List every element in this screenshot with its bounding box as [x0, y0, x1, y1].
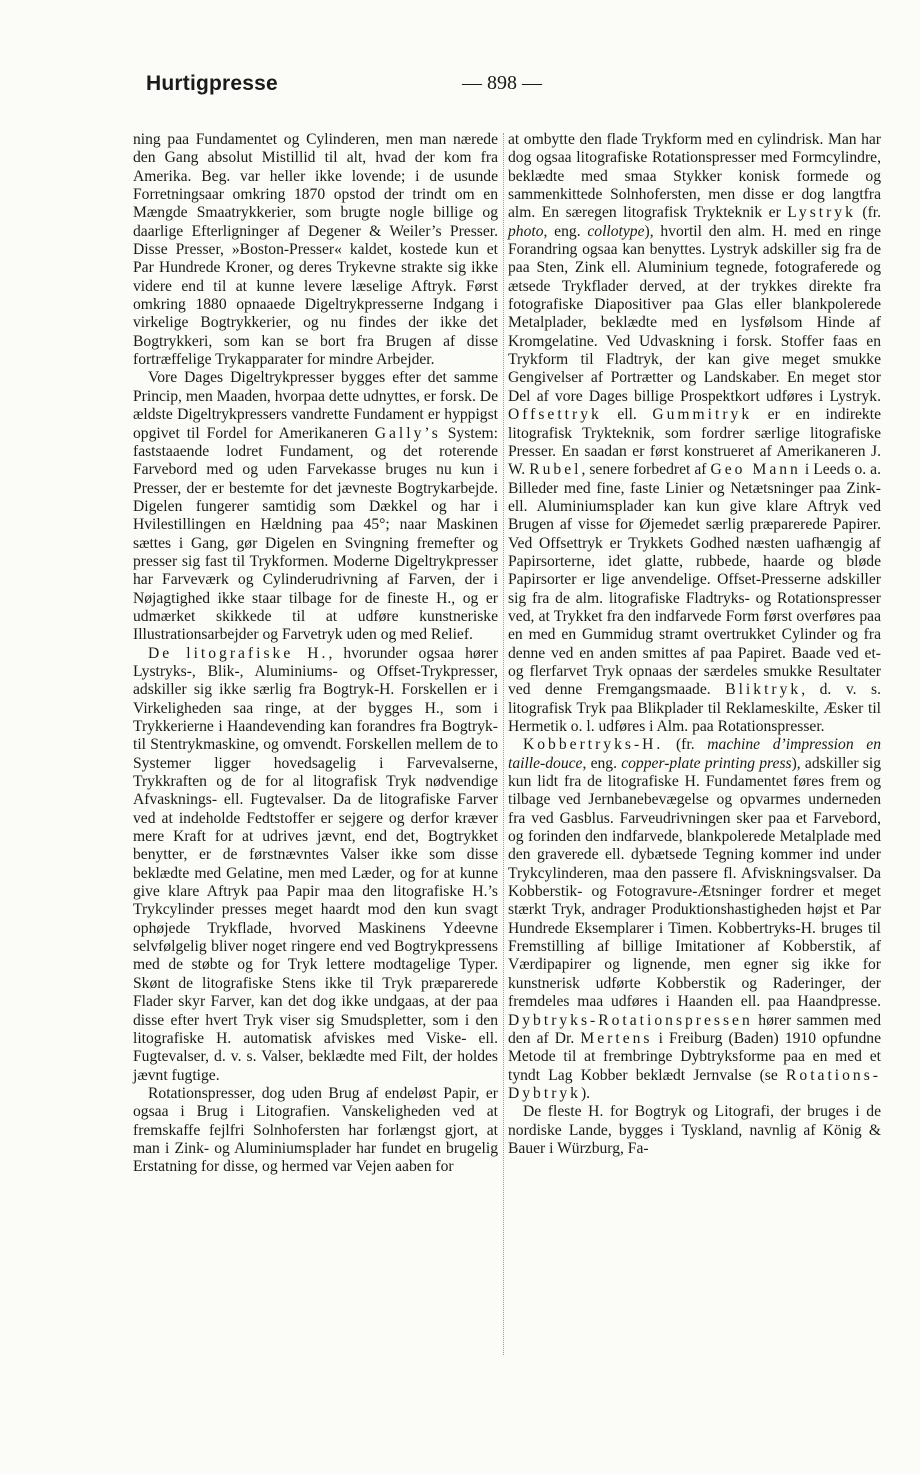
paragraph: [508, 736, 881, 1103]
spaced-term: Gummitryk: [652, 406, 753, 424]
spaced-term: De litografiske H.: [148, 644, 329, 662]
text-run: , eng.: [582, 754, 622, 772]
text-run: En særegen litografisk Trykteknik er: [535, 204, 788, 222]
spaced-name: Mertens: [580, 1029, 653, 1047]
text-run: ), adskiller sig kun lidt fra de litografiske H. Fundamentet føres frem og tilbage ved Jernbanebevægelse og opvarmes underneden fra ved Gasblus. Farveudrivningen sker paa et Farvebord, og forinden den indfarvede, blankpolerede Metalplade med den graverede ell. dybætsede Tegning kommer ind under Trykcylinderen, maa den passere fl. Afviskningsvalser. Da Kobberstik- og Fotogravure-Ætsninger fordrer et meget stærkt Tryk, andrager Produktionshastigheden højst et Par Hundrede Eksemplarer i Timen. Kobbertryks-H. bruges til Fremstilling af billige Imitationer af Kobberstik, af Værdipapirer og lignende, men egner sig ikke for kunstnerisk udførte Kobberstik og Raderinger, der fremdeles maa udføres i Haanden ell. paa Haandpresse.: [508, 754, 882, 1011]
page-header: [0, 70, 920, 104]
spaced-term: Bliktryk: [725, 681, 802, 699]
spaced-term: Rotations-Dybtryk: [508, 1066, 881, 1102]
text-run: , hvorunder ogsaa hører Lystryks-, Blik-, Aluminiums- og Offset-Trykpresser, adskiller sig ikke særlig fra Bogtryk-H. Forskellen er i Virkeligheden saa ringe, at der bygges H., som i Trykkerierne i Haandevending kan forandres fra Bogtryk- til Stentrykmaskine, og omvendt. Forskellen mellem de to Systemer ligger hovedsagelig i Farvevalserne, Trykkraften og de for al litografisk Tryk nødvendige Afvasknings- ell. Fugtevalser. Da de litografiske Farver ved at indeholde Fedtstoffer er sejgere og derfor kræver mere Kraft for at udrives jævnt, end det, Bogtrykket benytter, er de førstnævntes Valser ikke som disse beklædte med Gelatine, men med Læder, og for at kunne give klare Aftryk paa Papir maa den litografiske H.’s Trykcylinder presses meget haardt mod den kun svagt ophøjede Trykflade, hvorved Maskinens Ydeevne selvfølgelig bliver noget ringere end ved Bogtrykpressens med de støbte og for Tryk lettere modtagelige Typer. Skønt de litografiske Stens ikke til Tryk præparerede Flader skyr Farver, kan det dog ikke undgaas, at der paa disse efter hvert Tryk viser sig Smudspletter, som i den litografiske H. automatisk afviskes med Viske- ell. Fugtevalser, d. v. s. Valser, beklædte med Filt, der holdes jævnt fugtige.: [133, 644, 499, 1084]
text-run: Vore Dages Digeltrykpresser bygges efter det samme Princip, men Maaden, hvorpaa dette udnyttes, er forsk. De ældste Digeltrykpressers vandrette Fundament er hyppigst opgivet til Fordel for Amerikaneren: [133, 369, 498, 442]
paragraph: Rotationspresser, dog uden Brug af endeløst Papir, er ogsaa i Brug i Litografien. Vanskeligheden ved at fremskaffe fejlfri Solnhofersten har forlængst gjort, at man i Zink- og Aluminiumsplader har fundet en brugelig Erstatning for disse, og hermed var Vejen aaben for: [133, 1084, 498, 1176]
spaced-name: Rubel: [529, 461, 582, 479]
paragraph: ning paa Fundamentet og Cylinderen, men man nærede den Gang absolut Mistillid til alt, hvad der kom fra Amerika. Beg. var heller ikke lovende; i de usunde Forretningsaar omkring 1870 opstod der trindt om en Mængde Smaatrykkerier, som brugte nogle billige og daarlige Efterligninger af Degener & Weiler’s Presser. Disse Presser, »Boston-Presser« kaldet, kostede kun et Par Hundrede Kroner, og deres Trykevne strakte sig ikke videre end til at kunne levere læselige Aftryk. Først omkring 1880 opnaaede Digeltrykpresserne Indgang i virkelige Bogtrykkerier, og nu findes der ikke det Bogtrykkeri, som kan se bort fra Brugen af disse fortræffelige Trykapparater for mindre Arbejder.: [133, 131, 498, 369]
text-run: System: faststaaende lodret Fundament, og det roterende Farvebord med og uden Farvekasse bruges nu kun i Presser, der er bestemte for det jævneste Bogtrykarbejde. Digelen fungerer samtidig som Dækkel og har i Hvilestillingen en Hældning paa 45°; naar Maskinen sættes i Gang, gør Digelen en Svingning fremefter og presser sig fast til Trykformen. Moderne Digeltrykpresser har Farveværk og Cylinderudrivning af Farven, der i Nøjagtighed ikke staar tilbage for de fineste H., og er udmærket skikkede til at udføre kunstneriske Illustrationsarbejder og Farvetryk uden og med Relief.: [133, 424, 499, 644]
text-run: ), hvortil den alm. H. med en ringe Forandring ogsaa kan benyttes. Lystryk adskiller sig fra de paa Sten, Zink ell. Aluminium tegnede, fotograferede og ætsede Trykflader derved, at der trykkes direkte fra fotografiske Diapositiver paa Glas eller blankpolerede Metalplader, beklædte med en lysfølsom Hinde af Kromgelatine. Ved Udvaskning i forsk. Stoffer faas en Trykform til Fladtryk, der kan give meget smukke Gengivelser af Portrætter og Landskaber. En meget stor Del af vore Dages billige Prospektkort udføres i Lystryk.: [508, 222, 882, 405]
text-run: at ombytte den flade Trykform med en cylindrisk. Man har dog ogsaa litografiske Rotationspresser med Formcylindre, beklædte med smaa Stykker konisk formede og sammenkittede Solnhofersten, men disse er dog langtfra alm.: [508, 131, 881, 222]
text-run: , senere forbedret af: [581, 461, 711, 479]
paragraph: [133, 645, 498, 1085]
text-run: ).: [580, 1084, 591, 1102]
running-title: Hurtigpresse: [146, 72, 278, 95]
spaced-name: Gally’s: [374, 424, 441, 442]
italic-term: copper-plate printing press: [621, 754, 792, 772]
spaced-name: Geo Mann: [710, 461, 801, 479]
text-run: (fr.: [663, 736, 708, 754]
paragraph: De fleste H. for Bogtryk og Litografi, der bruges i de nordiske Lande, bygges i Tyskland, navnlig af König & Bauer i Würzburg, Fa-: [508, 1103, 881, 1157]
right-column: [508, 131, 881, 1158]
text-run: i Freiburg (Baden) 1910 opfundne Metode til at frembringe Dybtryksforme paa en med et tyndt Lag Kobber beklædt Jernvalse (se: [508, 1029, 881, 1084]
text-run: ell.: [601, 406, 653, 424]
text-run: , d. v. s. litografisk Tryk paa Blikplader til Reklameskilte, Æsker til Hermetik o. l. udføres i Alm. paa Rotationspresser.: [508, 681, 881, 735]
italic-term: machine d’impression en taille-douce: [508, 736, 881, 772]
italic-term: photo: [508, 222, 544, 240]
paragraph: [133, 369, 498, 644]
paragraph: [508, 131, 881, 736]
text-run: , eng.: [543, 222, 588, 240]
italic-term: collotype: [587, 222, 645, 240]
text-run: i Leeds o. a. Billeder med fine, faste Linier og Netætsninger paa Zink- ell. Aluminiumsplader kan kun give klare Aftryk ved Brugen af visse for Øjemedet særlig præparerede Papirer. Ved Offsettryk er Trykkets Godhed næsten uafhængig af Papirsorterne, idet glatte, rubbede, haarde og bløde Papirsorter er lige anvendelige. Offset-Presserne adskiller sig fra de alm. litografiske Fladtryks- og Rotationspresser ved, at Trykket fra den indfarvede Form først overføres paa en med en Gummidug stramt overtrukket Cylinder og fra denne ved en anden smittes af paa Papiret. Baade ved et- og flerfarvet Tryk opnaas der særdeles smukke Resultater ved denne Fremgangsmaade.: [508, 461, 881, 699]
text-run: er en indirekte litografisk Trykteknik, som fordrer særlige litografiske Presser. En saadan er først konstrueret af Amerikaneren J. W.: [508, 406, 881, 479]
text-run: (fr.: [855, 204, 881, 222]
page-number: — 898 —: [462, 72, 542, 94]
spaced-term: Offsettryk: [508, 406, 602, 424]
spaced-term: Kobbertryks-H.: [523, 736, 664, 754]
text-run: hører sammen med den af Dr.: [508, 1011, 881, 1047]
left-column: [133, 131, 498, 1177]
spaced-term: Lystryk: [787, 204, 856, 222]
spaced-term: Dybtryks-Rotationspressen: [508, 1011, 753, 1029]
column-divider: [503, 133, 504, 1355]
